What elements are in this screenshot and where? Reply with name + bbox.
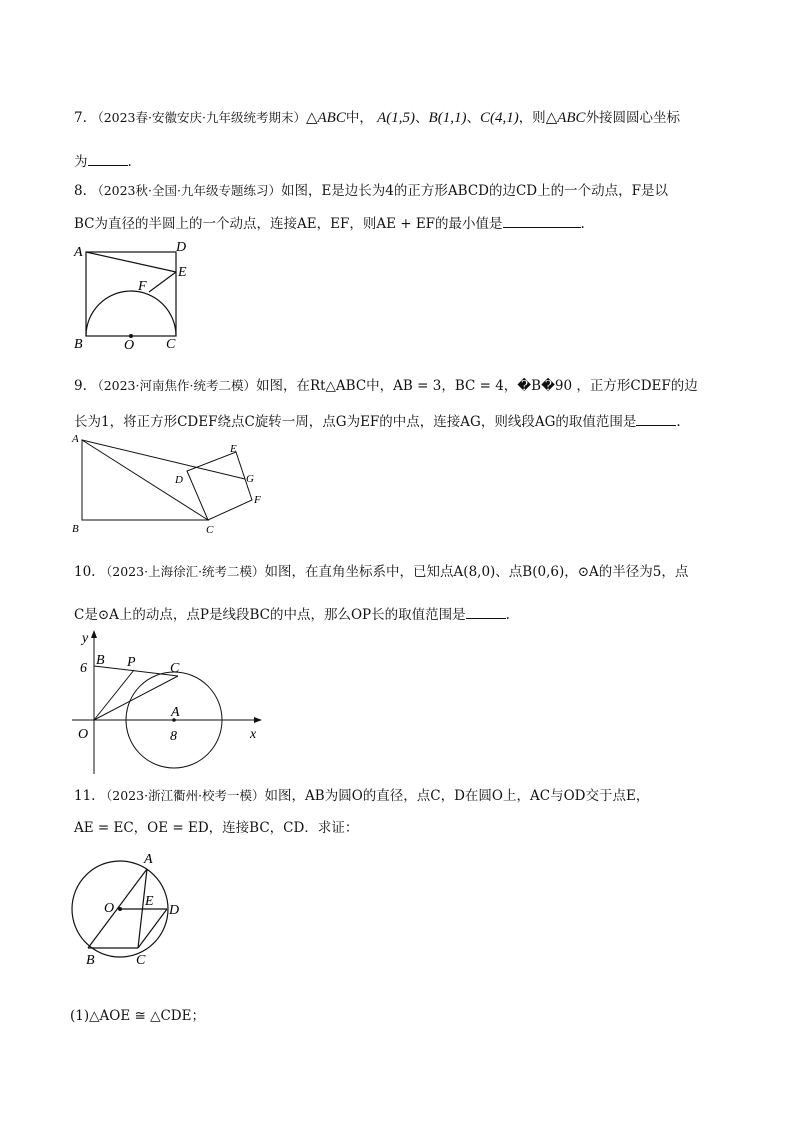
q7-mid: 中， bbox=[345, 110, 373, 126]
q8-text1: 如图，E是边长为4的正方形ABCD的边CD上的一个动点，F是以 bbox=[280, 183, 668, 199]
q8-line2 bbox=[74, 214, 585, 234]
q7-triangle: △ABC bbox=[305, 110, 346, 126]
q9-label-a: A bbox=[72, 433, 79, 445]
q11-part1-text: (1)△AOE ≅ △CDE； bbox=[70, 1008, 205, 1024]
q9-square bbox=[187, 452, 252, 520]
q7-number: 7. bbox=[74, 110, 87, 126]
q7-line1 bbox=[74, 108, 680, 128]
q7-point-b: B(1,1) bbox=[428, 110, 467, 126]
q8-figure bbox=[72, 236, 192, 351]
q10-line2 bbox=[74, 605, 510, 625]
q9-label-c: C bbox=[206, 524, 214, 536]
q11-line1 bbox=[74, 786, 649, 806]
q11-text1: 如图，AB为圆O的直径，点C，D在圆O上，AC与OD交于点E， bbox=[264, 788, 650, 804]
q8-label-o: O bbox=[124, 338, 135, 351]
q9-line2 bbox=[74, 412, 681, 432]
q8-source: （2023秋·全国·九年级专题练习） bbox=[91, 183, 281, 198]
q8-text2: BC为直径的半圆上的一个动点，连接AE，EF，则AE + EF的最小值是 bbox=[74, 216, 503, 232]
q8-segment-ae bbox=[86, 252, 176, 272]
q9-text2: 长为1，将正方形CDEF绕点C旋转一周，点G为EF的中点，连接AG，则线段AG的取值范围是 bbox=[74, 414, 637, 430]
q11-label-b: B bbox=[86, 953, 95, 968]
q7-point-a: A(1,5) bbox=[377, 110, 416, 126]
q11-label-e: E bbox=[145, 894, 154, 909]
q7-answer-blank[interactable] bbox=[88, 153, 128, 166]
q9-label-d: D bbox=[175, 474, 183, 486]
q9-label-b: B bbox=[72, 523, 79, 535]
q7-source: （2023春·安徽安庆·九年级统考期末） bbox=[91, 110, 306, 125]
q10-label-c: C bbox=[170, 661, 180, 676]
q7-sep1: 、 bbox=[415, 110, 429, 126]
q10-text1: 如图，在直角坐标系中，已知点A(8,0)、点B(0,6)，⊙A的半径为5，点 bbox=[264, 564, 689, 580]
q10-label-o: O bbox=[78, 727, 89, 742]
q7-point-c: C(4,1) bbox=[479, 110, 519, 126]
q8-label-b: B bbox=[74, 337, 83, 351]
q10-segment-bc bbox=[94, 666, 178, 676]
q11-figure bbox=[68, 846, 188, 971]
q9-label-e: E bbox=[230, 443, 237, 455]
q10-label-y: y bbox=[82, 631, 89, 646]
q9-label-g: G bbox=[246, 473, 254, 485]
q9-figure bbox=[70, 432, 270, 540]
q8-end: . bbox=[580, 216, 585, 232]
q7-line2-text: 为 bbox=[74, 154, 88, 170]
q8-label-e: E bbox=[178, 265, 187, 280]
q9-text1: 如图，在Rt△ABC中，AB = 3，BC = 4，�B�90 ，正方形CDEF的边 bbox=[255, 378, 698, 394]
q9-segment-ag bbox=[82, 440, 245, 479]
q11-number: 11. bbox=[74, 788, 96, 804]
q10-label-x: x bbox=[250, 727, 257, 742]
q7-then: ，则 bbox=[518, 110, 546, 126]
q10-y-arrow bbox=[91, 630, 97, 638]
q9-source: （2023·河南焦作·统考二模） bbox=[91, 378, 256, 393]
q10-x-arrow bbox=[254, 717, 262, 723]
q8-label-f: F bbox=[138, 279, 147, 294]
q11-label-a: A bbox=[144, 852, 153, 867]
q11-label-c: C bbox=[136, 953, 146, 968]
q8-label-c: C bbox=[166, 337, 176, 351]
q10-segment-oc bbox=[94, 676, 178, 720]
q8-number: 8. bbox=[74, 183, 87, 199]
q9-line1 bbox=[74, 376, 698, 396]
q8-answer-blank[interactable] bbox=[503, 215, 581, 228]
q10-label-a: A bbox=[171, 705, 180, 720]
q9-label-f: F bbox=[254, 494, 261, 506]
q9-answer-blank[interactable] bbox=[636, 413, 676, 426]
q8-square bbox=[86, 252, 176, 336]
q10-segment-op bbox=[94, 670, 134, 720]
q10-source: （2023·上海徐汇·统考二模） bbox=[99, 564, 265, 579]
q10-label-8: 8 bbox=[170, 729, 177, 744]
q8-line1 bbox=[74, 181, 668, 201]
q9-triangle bbox=[82, 440, 208, 520]
q11-line2 bbox=[74, 818, 358, 838]
q8-label-a: A bbox=[74, 245, 83, 260]
q11-label-d: D bbox=[169, 903, 180, 918]
q10-answer-blank[interactable] bbox=[466, 606, 506, 619]
q10-number: 10. bbox=[74, 564, 96, 580]
q11-source: （2023·浙江衢州·校考一模） bbox=[99, 788, 265, 803]
q7-triangle2: △ABC bbox=[545, 110, 586, 126]
q10-label-6: 6 bbox=[80, 661, 87, 676]
q8-semicircle bbox=[86, 291, 176, 336]
q10-figure bbox=[70, 628, 270, 778]
q7-end1: 外接圆圆心坐标 bbox=[585, 110, 681, 126]
q10-line1 bbox=[74, 562, 688, 582]
q10-text2: C是⊙A上的动点，点P是线段BC的中点，那么OP长的取值范围是 bbox=[74, 607, 466, 623]
q11-part1 bbox=[70, 1006, 205, 1026]
q11-text2: AE = EC，OE = ED，连接BC，CD．求证： bbox=[74, 820, 359, 836]
q10-end: . bbox=[505, 607, 510, 623]
q10-label-b: B bbox=[96, 653, 105, 668]
q7-end2: . bbox=[127, 154, 132, 170]
q9-number: 9. bbox=[74, 378, 87, 394]
q7-sep2: 、 bbox=[466, 110, 480, 126]
q10-label-p: P bbox=[127, 655, 136, 670]
q9-end: . bbox=[676, 414, 681, 430]
q8-segment-ef bbox=[149, 272, 176, 292]
q11-label-o: O bbox=[104, 901, 115, 916]
q8-label-d: D bbox=[176, 240, 187, 255]
q7-line2 bbox=[74, 152, 132, 172]
